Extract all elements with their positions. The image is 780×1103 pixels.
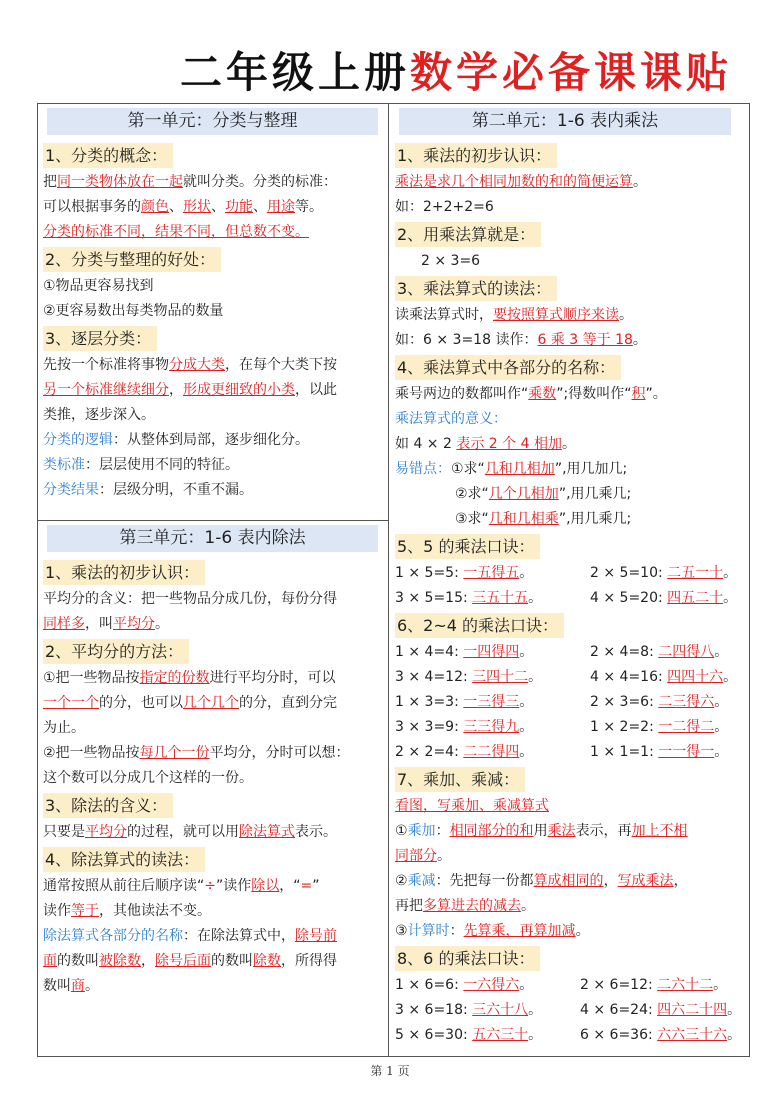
text-line: ②求“几个几相加”,用几乘几; — [455, 486, 632, 502]
text-line: 类推，逐步深入。 — [43, 407, 155, 423]
text-line: ③计算时：先算乘，再算加减。 — [395, 923, 590, 939]
section-heading: 3、乘法算式的读法： — [395, 276, 557, 301]
formula-row: 6 × 6=36: 六六三十六。 — [580, 1027, 742, 1043]
section-heading: 3、除法的含义： — [43, 793, 173, 818]
text-line: 读乘法算式时，要按照算式顺序来读。 — [395, 307, 633, 323]
title-black: 二年级上册 — [180, 48, 411, 97]
formula-row: 2 × 2=4: 二二得四。 — [395, 744, 534, 760]
page-number: 第 1 页 — [370, 1064, 410, 1078]
text-line: 乘法是求几个相同加数的和的简便运算。 — [395, 174, 647, 190]
text-line: 如：2+2+2=6 — [395, 199, 494, 215]
text-line: 分类的逻辑：从整体到局部，逐步细化分。 — [43, 432, 309, 448]
unit-1 — [38, 104, 388, 503]
text-line: 这个数可以分成几个这样的一份。 — [43, 770, 253, 786]
unit-2 — [389, 104, 749, 1048]
section-heading: 1、分类的概念： — [43, 143, 173, 168]
text-line: 乘法算式的意义： — [395, 411, 507, 427]
text-line: 乘号两边的数都叫作“乘数”;得数叫作“积”。 — [395, 386, 667, 402]
text-line: ③求“几和几相乘”,用几乘几; — [455, 511, 632, 527]
text-line: 看图，写乘加、乘减算式 — [395, 798, 549, 814]
formula-row: 1 × 1=1: 一一得一。 — [590, 744, 729, 760]
text-line: 数叫商。 — [43, 978, 99, 994]
text-line: ①乘加：相同部分的和用乘法表示，再加上不相 — [395, 823, 688, 839]
formula-row: 1 × 5=5: 一五得五。 — [395, 565, 534, 581]
unit-1-heading: 第一单元：分类与整理 — [47, 108, 378, 135]
formula-row: 4 × 4=16: 四四十六。 — [590, 669, 738, 685]
text-line: 分类结果：层级分明，不重不漏。 — [43, 482, 253, 498]
title-red: 数学必备课课贴 — [410, 48, 733, 97]
text-line: 通常按照从前往后顺序读“÷”读作除以，“=” — [43, 878, 320, 894]
section-heading: 2、分类与整理的好处： — [43, 247, 221, 272]
section-heading: 1、乘法的初步认识： — [43, 560, 205, 585]
section-heading: 4、乘法算式中各部分的名称： — [395, 355, 621, 380]
text-line: 把同一类物体放在一起就叫分类。分类的标准： — [43, 174, 337, 190]
text-line: 再把多算进去的减去。 — [395, 898, 535, 914]
formula-row: 2 × 4=8: 二四得八。 — [590, 644, 729, 660]
formula-row: 1 × 2=2: 一二得二。 — [590, 719, 729, 735]
formula-row: 2 × 6=12: 二六十二。 — [580, 977, 728, 993]
text-line: 平均分的含义：把一些物品分成几份，每份分得 — [43, 591, 337, 607]
formula-row: 5 × 6=30: 五六三十。 — [395, 1027, 543, 1043]
formula-row: 1 × 6=6: 一六得六。 — [395, 977, 534, 993]
text-line: 面的数叫被除数，除号后面的数叫除数，所得得 — [43, 953, 337, 969]
table-5 — [395, 561, 749, 611]
table-6 — [395, 973, 749, 1048]
text-line: 为止。 — [43, 720, 85, 736]
text-line: 如 4 × 2 表示 2 个 4 相加。 — [395, 436, 576, 452]
formula-row: 4 × 6=24: 四六二十四。 — [580, 1002, 742, 1018]
text-line: 2 × 3=6 — [421, 253, 481, 269]
formula-row: 3 × 3=9: 三三得九。 — [395, 719, 534, 735]
formula-row: 1 × 3=3: 一三得三。 — [395, 694, 534, 710]
text-line: ①物品更容易找到 — [43, 278, 154, 294]
text-line: 分类的标准不同，结果不同，但总数不变。 — [43, 224, 309, 240]
section-heading: 6、2~4 的乘法口诀： — [395, 613, 564, 638]
text-line: 可以根据事务的颜色、形状、功能、用途等。 — [43, 199, 323, 215]
page-title — [180, 40, 732, 100]
section-heading: 1、乘法的初步认识： — [395, 143, 557, 168]
text-line: 同部分。 — [395, 848, 451, 864]
section-heading: 3、逐层分类： — [43, 326, 157, 351]
text-line: 只要是平均分的过程，就可以用除法算式表示。 — [43, 824, 337, 840]
formula-row: 3 × 6=18: 三六十八。 — [395, 1002, 543, 1018]
text-line: 读作等于，其他读法不变。 — [43, 903, 211, 919]
section-heading: 5、5 的乘法口诀： — [395, 534, 540, 559]
table-2-4 — [395, 640, 749, 765]
text-line: 先按一个标准将事物分成大类，在每个大类下按 — [43, 357, 337, 373]
formula-row: 1 × 4=4: 一四得四。 — [395, 644, 534, 660]
text-line: 另一个标准继续细分，形成更细致的小类，以此 — [43, 382, 337, 398]
section-heading: 2、平均分的方法： — [43, 639, 189, 664]
formula-row: 4 × 5=20: 四五二十。 — [590, 590, 738, 606]
formula-row: 2 × 5=10: 二五一十。 — [590, 565, 738, 581]
text-line: 同样多，叫平均分。 — [43, 616, 169, 632]
text-line: ②更容易数出每类物品的数量 — [43, 303, 224, 319]
formula-row: 2 × 3=6: 二三得六。 — [590, 694, 729, 710]
unit-2-heading: 第二单元：1-6 表内乘法 — [399, 108, 731, 135]
formula-row: 3 × 4=12: 三四十二。 — [395, 669, 543, 685]
text-line: ①把一些物品按指定的份数进行平均分时，可以 — [43, 670, 336, 686]
section-heading: 2、用乘法算就是： — [395, 222, 541, 247]
text-line: 如：6 × 3=18 读作：6 乘 3 等于 18。 — [395, 332, 647, 348]
text-line: ②把一些物品按每几个一份平均分，分时可以想： — [43, 745, 350, 761]
text-line: 除法算式各部分的名称：在除法算式中，除号前 — [43, 928, 337, 944]
text-line: 一个一个的分，也可以几个几个的分，直到分完 — [43, 695, 337, 711]
text-line: 类标准：层层使用不同的特征。 — [43, 457, 239, 473]
unit-3-heading: 第三单元：1-6 表内除法 — [47, 525, 378, 552]
formula-row: 3 × 5=15: 三五十五。 — [395, 590, 543, 606]
text-line: 易错点：①求“几和几相加”,用几加几; — [395, 461, 628, 477]
section-heading: 4、除法算式的读法： — [43, 847, 205, 872]
section-heading: 8、6 的乘法口诀： — [395, 946, 540, 971]
section-heading: 7、乘加、乘减： — [395, 767, 525, 792]
text-line: ②乘减：先把每一份都算成相同的，写成乘法， — [395, 873, 688, 889]
unit-3 — [38, 521, 388, 999]
